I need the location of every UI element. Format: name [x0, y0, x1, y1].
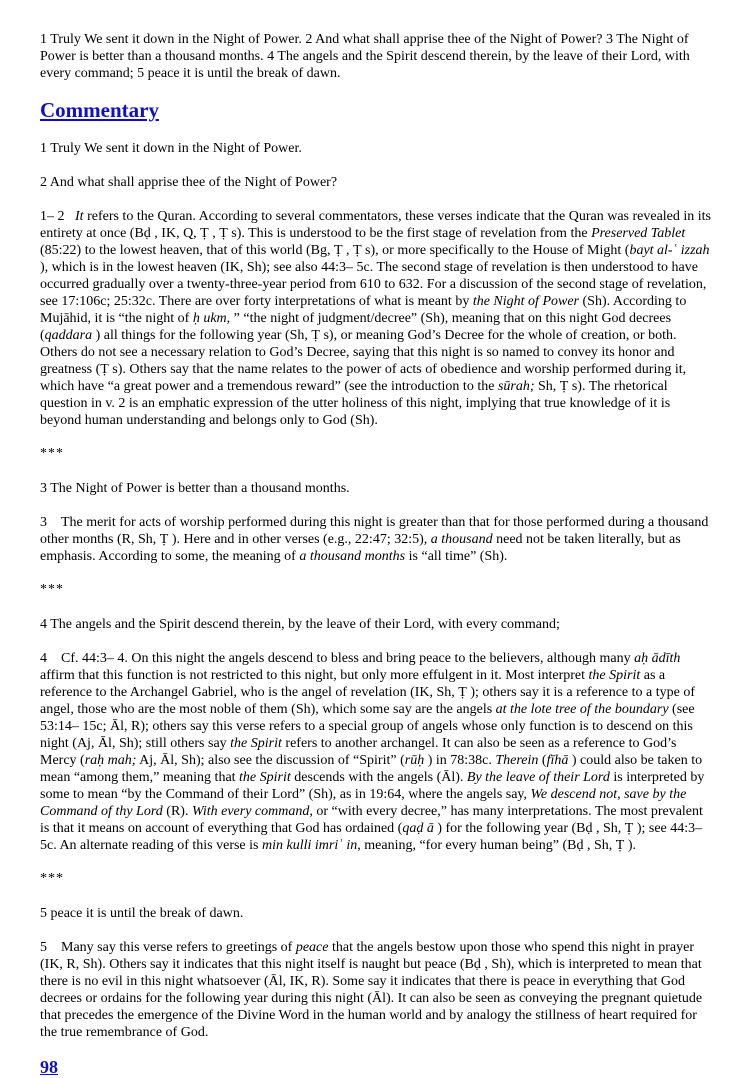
- text-run: 1 Truly We sent it down in the Night of Power.: [40, 141, 302, 156]
- text-run: ) for the following year (Bḍ , Sh, Ṭ ); see 44:3– 5c. An alternate reading of this verse is: [40, 821, 703, 853]
- section-separator: [40, 870, 711, 887]
- commentary-heading-link[interactable]: Commentary: [40, 98, 159, 122]
- page-number-link[interactable]: 98: [40, 1057, 58, 1077]
- text-run: ” “the night of judgment/decree” (Sh), meaning that on this night God decrees (: [40, 311, 672, 343]
- text-run: ***: [40, 582, 64, 597]
- text-run: is “all time” (Sh).: [405, 549, 508, 564]
- text-run: ***: [40, 871, 64, 886]
- italic-text-run: at the lote tree of the boundary: [495, 702, 669, 717]
- text-run: 5 peace it is until the break of dawn.: [40, 906, 244, 921]
- italic-text-run: We descend not, save by the Command of thy Lord: [40, 787, 687, 819]
- paragraph: [40, 31, 711, 82]
- commentary-section: [40, 140, 711, 1041]
- italic-text-run: raḥ mah;: [84, 753, 137, 768]
- text-run: descends with the angels (Āl).: [290, 770, 467, 785]
- text-run: (see 53:14– 15c; Āl, R); others say this verse refers to a special group of angels whose only function is to descend on this night (Aj, Āl, Sh); still others say: [40, 702, 695, 751]
- italic-text-run: the Spirit: [230, 736, 282, 751]
- italic-text-run: By the leave of their Lord: [466, 770, 610, 785]
- verse-line: [40, 140, 711, 157]
- italic-text-run: the Spirit: [588, 668, 641, 683]
- text-run: 5 Many say this verse refers to greetings of: [40, 940, 296, 955]
- italic-text-run: ḥ ukm,: [192, 311, 231, 326]
- italic-text-run: With every command,: [191, 804, 313, 819]
- verse-line: [40, 905, 711, 922]
- text-run: as a reference to the Archangel Gabriel, who is the angel of revelation (IK, Sh, Ṭ ); others say it is a reference to a type of angel, those who are the most noble of them (Sh), which some say are the angels: [40, 668, 696, 717]
- italic-text-run: fīhā: [546, 753, 569, 768]
- italic-text-run: Preserved Tablet: [591, 226, 686, 241]
- text-run: ***: [40, 446, 64, 461]
- italic-text-run: qaḍ ā: [402, 821, 434, 836]
- text-run: need not be taken literally, but as emphasis. According to some, the meaning of: [40, 532, 681, 564]
- italic-text-run: rūḥ: [404, 753, 425, 768]
- text-run: (Sh). According to Mujāhid, it is “the night of: [40, 294, 687, 326]
- text-run: 1– 2: [40, 209, 75, 224]
- italic-text-run: a thousand months: [299, 549, 406, 564]
- italic-text-run: qaddara: [44, 328, 93, 343]
- text-run: or “with every decree,” has many interpretations. The most prevalent is that it means on account of everything that God has ordained (: [40, 804, 703, 836]
- text-run: meaning, “for every human being” (Bḍ , Sh, Ṭ ).: [360, 838, 637, 853]
- italic-text-run: peace: [295, 940, 329, 955]
- text-run: (R).: [162, 804, 192, 819]
- paragraph: [40, 514, 711, 565]
- text-run: refers to the Quran. According to several commentators, these verses indicate that the Quran was revealed in its entirety at once (Bḍ , IK, Q, Ṭ , Ṭ s). This is understood to be the first stage of revelation from the: [40, 209, 712, 241]
- italic-text-run: the Night of Power: [472, 294, 579, 309]
- text-run: 1 Truly We sent it down in the Night of Power. 2 And what shall apprise thee of the Night of Power? 3 The Night of Power is better than a thousand months. 4 The angels and the Spirit descend therein, by the leave of their Lord, with every command; 5 peace it is until the break of dawn.: [40, 32, 690, 81]
- text-run: Sh, Ṭ s). The rhetorical question in v. 2 is an emphatic expression of the utter holiness of this night, implying that true knowledge of it is beyond human understanding and belongs only to God (Sh).: [40, 379, 671, 428]
- intro-section: [40, 31, 711, 82]
- text-run: that the angels bestow upon those who spend this night in prayer (IK, R, Sh). Others say it indicates that this night itself is naught but peace (Bḍ , Sh), which is interpreted to mean that there is no evil in this night whatsoever (Āl, IK, R). Some say it indicates that there is peace in everything that God decrees or ordains for the following year during this night (Āl). It can also be seen as conveying the pregnant quietude that precedes the emergence of the Divine Word in the human world and by analogy the stillness of heart required for the true remembrance of God.: [40, 940, 703, 1040]
- text-run: is interpreted by some to mean “by the Command of their Lord” (Sh), as in 19:64, where the angels say,: [40, 770, 705, 802]
- italic-text-run: bayt al-ʿ izzah: [629, 243, 710, 258]
- text-run: refers to another archangel. It can also be seen as a reference to God’s Mercy (: [40, 736, 677, 768]
- text-run: (85:22) to the lowest heaven, that of this world (Bg, Ṭ , Ṭ s), or more specifically to the House of Might (: [40, 243, 630, 258]
- italic-text-run: aḥ ādīth: [634, 651, 681, 666]
- italic-text-run: Therein: [495, 753, 539, 768]
- italic-text-run: the Spirit: [239, 770, 291, 785]
- text-run: ) could also be taken to mean “among them,” meaning that: [40, 753, 703, 785]
- paragraph: [40, 208, 711, 429]
- italic-text-run: min kulli imriʾ in,: [261, 838, 361, 853]
- text-run: 4 The angels and the Spirit descend therein, by the leave of their Lord, with every command;: [40, 617, 560, 632]
- section-separator: [40, 445, 711, 462]
- verse-line: [40, 616, 711, 633]
- italic-text-run: It: [75, 209, 84, 224]
- text-run: ) in 78:38c.: [424, 753, 496, 768]
- text-run: ) all things for the following year (Sh, Ṭ s), or meaning God’s Decree for the whole of creation, or both. Others do not see a necessary relation to God’s Decree, saying that this night is so named to convey its honor and greatness (Ṭ s). Others say that the name relates to the power of acts of obedience and worship performed during it, which have “a great power and a tremendous reward” (see the introduction to the: [40, 328, 687, 394]
- section-separator: [40, 581, 711, 598]
- text-run: Aj, Āl, Sh); also see the discussion of “Spirit” (: [136, 753, 405, 768]
- text-run: 3 The merit for acts of worship performed during this night is greater than that for those performed during a thousand other months (R, Sh, Ṭ ). Here and in other verses (e.g., 22:47; 32:5),: [40, 515, 709, 547]
- text-run: ), which is in the lowest heaven (IK, Sh); see also 44:3– 5c. The second stage of revelation is then understood to have occurred gradually over a twenty-three-year period from 610 to 632. For a discussion of the second stage of revelation, see 17:106c; 25:32c. There are over forty interpretations of what is meant by: [40, 260, 707, 309]
- text-run: 3 The Night of Power is better than a thousand months.: [40, 481, 350, 496]
- text-run: affirm that this function is not restricted to this night, but only more effulgent in it. Most interpret: [40, 668, 589, 683]
- verse-line: [40, 174, 711, 191]
- text-run: (: [538, 753, 547, 768]
- verse-line: [40, 480, 711, 497]
- italic-text-run: sūrah;: [497, 379, 535, 394]
- paragraph: [40, 650, 711, 854]
- italic-text-run: a thousand: [430, 532, 493, 547]
- paragraph: [40, 939, 711, 1041]
- text-run: 4 Cf. 44:3– 4. On this night the angels descend to bless and bring peace to the believers, although many: [40, 651, 635, 666]
- text-run: 2 And what shall apprise thee of the Night of Power?: [40, 175, 338, 190]
